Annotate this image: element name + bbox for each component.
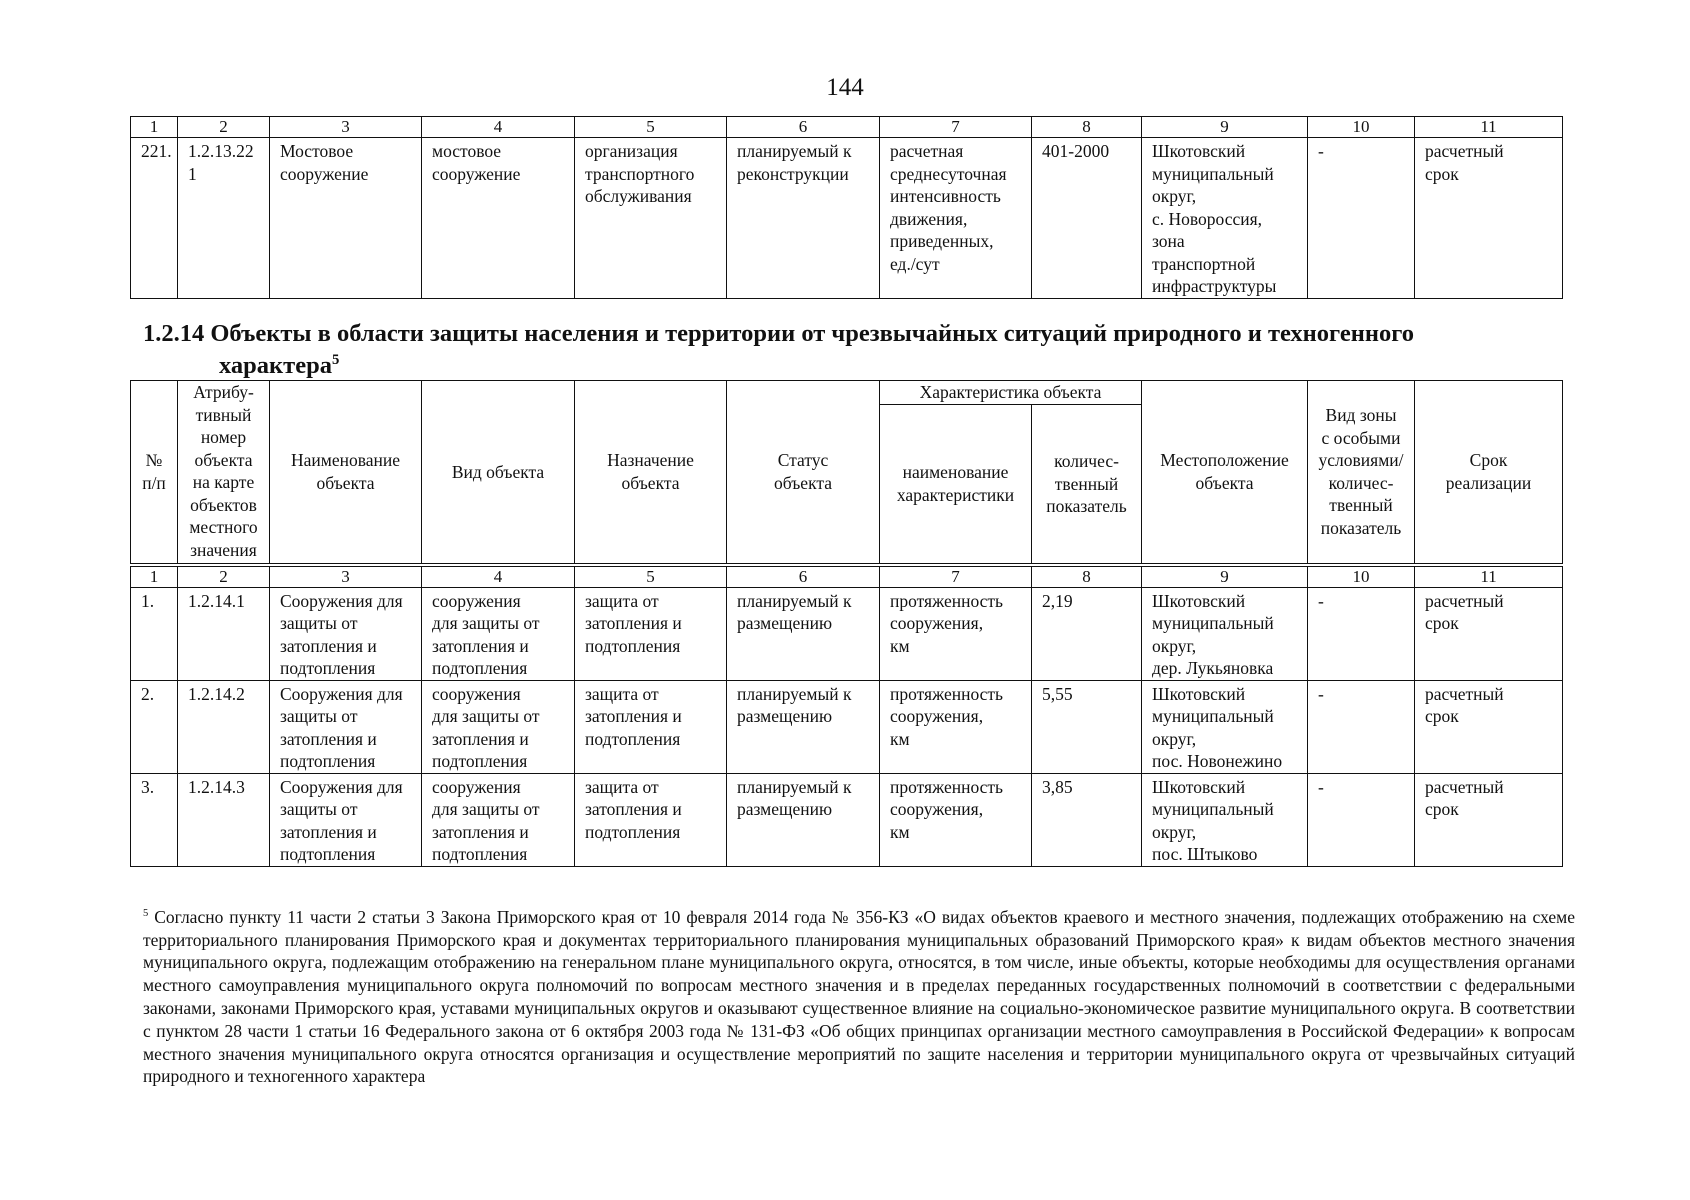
table-cell: сооружения для защиты от затопления и подтопления <box>422 680 575 773</box>
table-cell: 2. <box>131 680 178 773</box>
column-number: 6 <box>727 565 880 588</box>
column-number: 11 <box>1415 565 1563 588</box>
table-cell: планируемый к размещению <box>727 587 880 680</box>
footnote-mark: 5 <box>143 908 149 919</box>
column-number: 3 <box>270 565 422 588</box>
top-table-column-numbers <box>131 117 1563 138</box>
table-cell: Сооружения для защиты от затопления и подтопления <box>270 680 422 773</box>
table-cell: защита от затопления и подтопления <box>575 680 727 773</box>
header-num: № п/п <box>131 381 178 565</box>
column-number: 11 <box>1415 117 1563 138</box>
header-char-value: количес- твенный показатель <box>1032 405 1142 565</box>
table-cell: 1.2.14.2 <box>178 680 270 773</box>
table-cell: Шкотовский муниципальный округ, пос. Новонежино <box>1142 680 1308 773</box>
column-number: 1 <box>131 565 178 588</box>
table-cell: мостовое сооружение <box>422 138 575 299</box>
table-cell: - <box>1308 138 1415 299</box>
table-cell: защита от затопления и подтопления <box>575 587 727 680</box>
column-number: 5 <box>575 565 727 588</box>
header-status: Статус объекта <box>727 381 880 565</box>
column-number: 1 <box>131 117 178 138</box>
header-row-1 <box>131 381 1563 405</box>
table-cell: планируемый к размещению <box>727 680 880 773</box>
table-cell: расчетный срок <box>1415 680 1563 773</box>
table-cell: протяженность сооружения, км <box>880 587 1032 680</box>
footnote-reference: 5 <box>331 352 340 368</box>
column-number: 8 <box>1032 117 1142 138</box>
header-type: Вид объекта <box>422 381 575 565</box>
table-cell: Шкотовский муниципальный округ, с. Новороссия, зона транспортной инфраструктуры <box>1142 138 1308 299</box>
section-title-line2: характера <box>219 352 332 380</box>
table-cell: расчетный срок <box>1415 587 1563 680</box>
footnote-text: Согласно пункту 11 части 2 статьи 3 Закона Приморского края от 10 февраля 2014 года № 356-КЗ «О видах объектов краевого и местного значения, подлежащих отображению на схеме территориального планирования Приморского края и документах территориального планирования муниципальных образований Приморского края» к видам объектов местного значения муниципального округа, подлежащим отображению на генеральном плане муниципального округа, относятся, в том числе, иные объекты, которые необходимы для осуществления органами местного самоуправления муниципального округа полномочий по вопросам местного значения и в пределах переданных государственных полномочий в соответствии с федеральными законами, законами Приморского края, уставами муниципальных округов и оказывают существенное влияние на социально-экономическое развитие муниципального округа. В соответствии с пунктом 28 части 1 статьи 16 Федерального закона от 6 октября 2003 года № 131-ФЗ «Об общих принципах организации местного самоуправления в Российской Федерации» к вопросам местного значения муниципального округа относятся организация и осуществление мероприятий по защите населения и территории муниципального округа от чрезвычайных ситуаций природного и техногенного характера <box>143 906 1575 1087</box>
table-cell: 3. <box>131 773 178 866</box>
table-cell: 1.2.14.1 <box>178 587 270 680</box>
column-number: 8 <box>1032 565 1142 588</box>
table-cell: 5,55 <box>1032 680 1142 773</box>
table-cell: 401-2000 <box>1032 138 1142 299</box>
table-cell: протяженность сооружения, км <box>880 773 1032 866</box>
table-cell: 1.2.14.3 <box>178 773 270 866</box>
objects-table-body <box>131 587 1563 866</box>
header-zone: Вид зоны с особыми условиями/ количес- твенный показатель <box>1308 381 1415 565</box>
header-term: Срок реализации <box>1415 381 1563 565</box>
table-cell: - <box>1308 587 1415 680</box>
section-title-line1: 1.2.14 Объекты в области защиты населения и территории от чрезвычайных ситуаций природного и техногенного <box>143 320 1414 347</box>
table-cell: 3,85 <box>1032 773 1142 866</box>
header-attr: Атрибу- тивный номер объекта на карте объектов местного значения <box>178 381 270 565</box>
table-row <box>131 138 1563 299</box>
table-cell: - <box>1308 680 1415 773</box>
footnote-separator <box>130 866 422 867</box>
table-cell: 1. <box>131 587 178 680</box>
table-row <box>131 587 1563 680</box>
footnote <box>143 903 1575 1088</box>
table-cell: 221. <box>131 138 178 299</box>
table-cell: Мостовое сооружение <box>270 138 422 299</box>
top-table <box>130 116 1563 299</box>
table-cell: защита от затопления и подтопления <box>575 773 727 866</box>
header-purpose: Назначение объекта <box>575 381 727 565</box>
table-cell: 2,19 <box>1032 587 1142 680</box>
table-cell: расчетный срок <box>1415 773 1563 866</box>
column-number: 3 <box>270 117 422 138</box>
column-number: 6 <box>727 117 880 138</box>
table-cell: Сооружения для защиты от затопления и подтопления <box>270 773 422 866</box>
column-number: 2 <box>178 117 270 138</box>
table-cell: расчетный срок <box>1415 138 1563 299</box>
page-number: 144 <box>826 74 864 101</box>
table-cell: - <box>1308 773 1415 866</box>
column-number: 7 <box>880 565 1032 588</box>
table-cell: 1.2.13.22 1 <box>178 138 270 299</box>
table-cell: Шкотовский муниципальный округ, дер. Лукьяновка <box>1142 587 1308 680</box>
table-cell: Шкотовский муниципальный округ, пос. Штыково <box>1142 773 1308 866</box>
table-cell: сооружения для защиты от затопления и подтопления <box>422 773 575 866</box>
section-heading <box>143 320 1563 379</box>
column-number: 2 <box>178 565 270 588</box>
table-cell: организация транспортного обслуживания <box>575 138 727 299</box>
table-cell: расчетная среднесуточная интенсивность движения, приведенных, ед./сут <box>880 138 1032 299</box>
table-cell: планируемый к размещению <box>727 773 880 866</box>
header-char-group: Характеристика объекта <box>880 381 1142 405</box>
table-cell: сооружения для защиты от затопления и подтопления <box>422 587 575 680</box>
table-cell: протяженность сооружения, км <box>880 680 1032 773</box>
table-cell: планируемый к реконструкции <box>727 138 880 299</box>
header-name: Наименование объекта <box>270 381 422 565</box>
column-number: 4 <box>422 565 575 588</box>
objects-table <box>130 380 1563 867</box>
table-row <box>131 773 1563 866</box>
column-number: 9 <box>1142 117 1308 138</box>
column-number: 4 <box>422 117 575 138</box>
table-row <box>131 680 1563 773</box>
column-number: 10 <box>1308 565 1415 588</box>
objects-table-column-numbers <box>131 565 1563 588</box>
column-number: 9 <box>1142 565 1308 588</box>
table-cell: Сооружения для защиты от затопления и подтопления <box>270 587 422 680</box>
column-number: 7 <box>880 117 1032 138</box>
header-location: Местоположение объекта <box>1142 381 1308 565</box>
header-char-name: наименование характеристики <box>880 405 1032 565</box>
column-number: 10 <box>1308 117 1415 138</box>
column-number: 5 <box>575 117 727 138</box>
